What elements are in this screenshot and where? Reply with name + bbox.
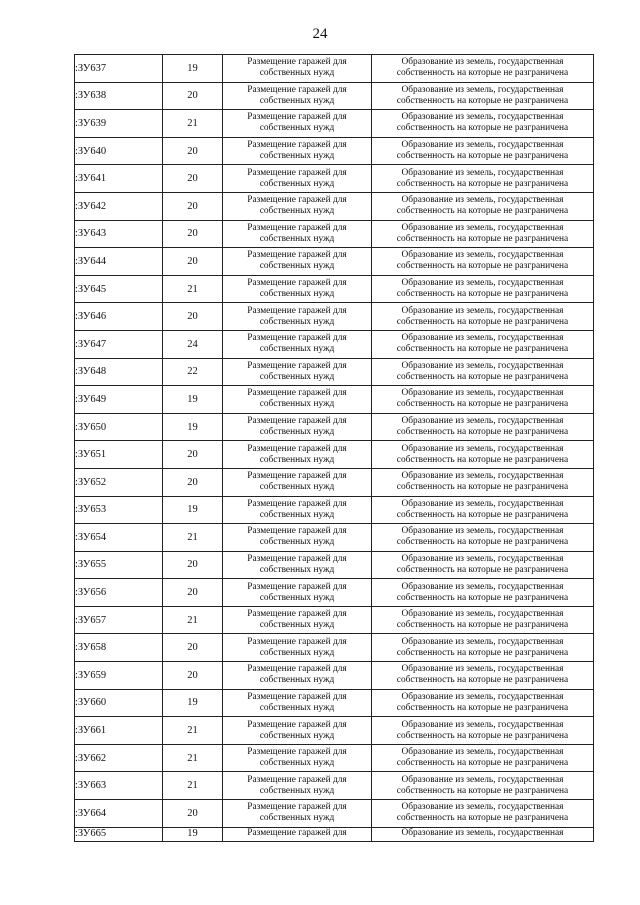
- cell-permitted-use: [223, 717, 372, 745]
- cell-plot-area: 19: [163, 413, 223, 441]
- cell-plot-id: :ЗУ661: [75, 717, 163, 745]
- formation-method-line-1: Образование из земель, государственная: [401, 333, 564, 344]
- cell-formation-method: [372, 413, 594, 441]
- cell-plot-area: 20: [163, 662, 223, 690]
- cell-permitted-use: [223, 413, 372, 441]
- cell-plot-id: :ЗУ659: [75, 662, 163, 690]
- formation-method-line-1: Образование из земель, государственная: [401, 719, 564, 730]
- cell-formation-method: [372, 330, 594, 358]
- formation-method-line-2: собственность на которые не разграничена: [396, 730, 569, 741]
- cell-permitted-use: [223, 524, 372, 552]
- cell-formation-method: [372, 800, 594, 828]
- permitted-use-line-2: собственных нужд: [259, 399, 335, 410]
- cell-plot-area: 20: [163, 441, 223, 469]
- formation-method-line-2: собственность на которые не разграничена: [396, 68, 569, 79]
- table-row: [75, 744, 594, 772]
- formation-method-line-2: собственность на которые не разграничена: [396, 399, 569, 410]
- cell-plot-id: :ЗУ638: [75, 82, 163, 110]
- page-number: 24: [312, 26, 328, 42]
- cell-plot-id: :ЗУ639: [75, 110, 163, 138]
- permitted-use-line-2: собственных нужд: [259, 509, 335, 520]
- formation-method-line-1: Образование из земель, государственная: [401, 140, 564, 151]
- permitted-use-line-2: собственных нужд: [259, 785, 335, 796]
- formation-method-line-1: Образование из земель, государственная: [401, 222, 564, 233]
- cell-plot-id: :ЗУ652: [75, 468, 163, 496]
- formation-method-line-2: собственность на которые не разграничена: [396, 344, 569, 355]
- formation-method-line-2: собственность на которые не разграничена: [396, 233, 569, 244]
- permitted-use-line-1: Размещение гаражей для: [247, 609, 347, 620]
- table-row: [75, 303, 594, 331]
- permitted-use-line-1: Размещение гаражей для: [247, 827, 347, 838]
- table-row: [75, 662, 594, 690]
- formation-method-line-1: Образование из земель, государственная: [401, 609, 564, 620]
- cell-formation-method: [372, 772, 594, 800]
- land-plots-table-body: [75, 55, 594, 842]
- cell-formation-method: [372, 248, 594, 276]
- cell-permitted-use: [223, 827, 372, 841]
- formation-method-line-1: Образование из земель, государственная: [401, 195, 564, 206]
- formation-method-line-1: Образование из земель, государственная: [401, 553, 564, 564]
- formation-method-line-2: собственность на которые не разграничена: [396, 289, 569, 300]
- cell-plot-id: :ЗУ654: [75, 524, 163, 552]
- cell-plot-area: 20: [163, 192, 223, 220]
- cell-permitted-use: [223, 606, 372, 634]
- cell-plot-id: :ЗУ660: [75, 689, 163, 717]
- formation-method-line-2: собственность на которые не разграничена: [396, 758, 569, 769]
- permitted-use-line-1: Размещение гаражей для: [247, 57, 347, 68]
- permitted-use-line-2: собственных нужд: [259, 813, 335, 824]
- cell-permitted-use: [223, 165, 372, 193]
- cell-plot-id: :ЗУ642: [75, 192, 163, 220]
- cell-plot-id: :ЗУ653: [75, 496, 163, 524]
- formation-method-line-1: Образование из земель, государственная: [401, 112, 564, 123]
- permitted-use-line-1: Размещение гаражей для: [247, 526, 347, 537]
- table-row: [75, 165, 594, 193]
- cell-plot-area: 21: [163, 110, 223, 138]
- cell-formation-method: [372, 468, 594, 496]
- cell-plot-id: :ЗУ663: [75, 772, 163, 800]
- cell-plot-area: 20: [163, 248, 223, 276]
- formation-method-line-2: собственность на которые не разграничена: [396, 592, 569, 603]
- land-plots-table: [74, 54, 594, 842]
- cell-formation-method: [372, 220, 594, 248]
- permitted-use-line-1: Размещение гаражей для: [247, 581, 347, 592]
- formation-method-line-2: собственность на которые не разграничена: [396, 454, 569, 465]
- formation-method-line-1: Образование из земель, государственная: [401, 471, 564, 482]
- cell-plot-id: :ЗУ648: [75, 358, 163, 386]
- cell-formation-method: [372, 744, 594, 772]
- formation-method-line-1: Образование из земель, государственная: [401, 250, 564, 261]
- formation-method-line-2: собственность на которые не разграничена: [396, 509, 569, 520]
- permitted-use-line-2: собственных нужд: [259, 564, 335, 575]
- formation-method-line-2: собственность на которые не разграничена: [396, 206, 569, 217]
- table-row: [75, 689, 594, 717]
- cell-plot-id: :ЗУ637: [75, 55, 163, 83]
- table-row: [75, 800, 594, 828]
- formation-method-line-2: собственность на которые не разграничена: [396, 647, 569, 658]
- table-row: [75, 192, 594, 220]
- cell-permitted-use: [223, 55, 372, 83]
- cell-permitted-use: [223, 82, 372, 110]
- permitted-use-line-2: собственных нужд: [259, 427, 335, 438]
- cell-plot-area: 20: [163, 551, 223, 579]
- cell-formation-method: [372, 579, 594, 607]
- formation-method-line-1: Образование из земель, государственная: [401, 305, 564, 316]
- cell-permitted-use: [223, 303, 372, 331]
- cell-plot-id: :ЗУ646: [75, 303, 163, 331]
- table-row: [75, 110, 594, 138]
- formation-method-line-2: собственность на которые не разграничена: [396, 564, 569, 575]
- permitted-use-line-1: Размещение гаражей для: [247, 250, 347, 261]
- permitted-use-line-1: Размещение гаражей для: [247, 333, 347, 344]
- formation-method-line-2: собственность на которые не разграничена: [396, 316, 569, 327]
- cell-plot-area: 20: [163, 579, 223, 607]
- permitted-use-line-2: собственных нужд: [259, 454, 335, 465]
- formation-method-line-1: Образование из земель, государственная: [401, 827, 564, 838]
- table-row: [75, 55, 594, 83]
- table-row: [75, 551, 594, 579]
- permitted-use-line-1: Размещение гаражей для: [247, 664, 347, 675]
- formation-method-line-1: Образование из земель, государственная: [401, 388, 564, 399]
- table-row: [75, 275, 594, 303]
- cell-permitted-use: [223, 800, 372, 828]
- permitted-use-line-1: Размещение гаражей для: [247, 636, 347, 647]
- cell-formation-method: [372, 689, 594, 717]
- permitted-use-line-2: собственных нужд: [259, 178, 335, 189]
- permitted-use-line-2: собственных нужд: [259, 95, 335, 106]
- permitted-use-line-2: собственных нужд: [259, 620, 335, 631]
- permitted-use-line-2: собственных нужд: [259, 702, 335, 713]
- table-row: [75, 634, 594, 662]
- table-row: [75, 772, 594, 800]
- permitted-use-line-1: Размещение гаражей для: [247, 84, 347, 95]
- formation-method-line-2: собственность на которые не разграничена: [396, 702, 569, 713]
- cell-plot-id: :ЗУ650: [75, 413, 163, 441]
- cell-permitted-use: [223, 358, 372, 386]
- formation-method-line-1: Образование из земель, государственная: [401, 774, 564, 785]
- cell-permitted-use: [223, 110, 372, 138]
- table-row: [75, 220, 594, 248]
- cell-permitted-use: [223, 744, 372, 772]
- permitted-use-line-2: собственных нужд: [259, 675, 335, 686]
- cell-plot-area: 19: [163, 689, 223, 717]
- cell-plot-area: 20: [163, 220, 223, 248]
- permitted-use-line-2: собственных нужд: [259, 482, 335, 493]
- cell-formation-method: [372, 303, 594, 331]
- cell-plot-area: 21: [163, 275, 223, 303]
- table-row: [75, 468, 594, 496]
- formation-method-line-1: Образование из земель, государственная: [401, 167, 564, 178]
- cell-plot-area: 19: [163, 827, 223, 841]
- cell-formation-method: [372, 358, 594, 386]
- permitted-use-line-2: собственных нужд: [259, 371, 335, 382]
- permitted-use-line-1: Размещение гаражей для: [247, 112, 347, 123]
- permitted-use-line-2: собственных нужд: [259, 206, 335, 217]
- table-row: [75, 248, 594, 276]
- cell-permitted-use: [223, 496, 372, 524]
- cell-plot-area: 22: [163, 358, 223, 386]
- formation-method-line-1: Образование из земель, государственная: [401, 802, 564, 813]
- cell-plot-area: 21: [163, 524, 223, 552]
- formation-method-line-2: собственность на которые не разграничена: [396, 95, 569, 106]
- formation-method-line-2: собственность на которые не разграничена: [396, 813, 569, 824]
- formation-method-line-1: Образование из земель, государственная: [401, 581, 564, 592]
- table-row: [75, 606, 594, 634]
- formation-method-line-1: Образование из земель, государственная: [401, 526, 564, 537]
- permitted-use-line-1: Размещение гаражей для: [247, 416, 347, 427]
- permitted-use-line-1: Размещение гаражей для: [247, 691, 347, 702]
- permitted-use-line-1: Размещение гаражей для: [247, 719, 347, 730]
- cell-formation-method: [372, 496, 594, 524]
- cell-formation-method: [372, 606, 594, 634]
- formation-method-line-2: собственность на которые не разграничена: [396, 620, 569, 631]
- permitted-use-line-1: Размещение гаражей для: [247, 195, 347, 206]
- permitted-use-line-2: собственных нужд: [259, 261, 335, 272]
- formation-method-line-1: Образование из земель, государственная: [401, 416, 564, 427]
- table-row: [75, 524, 594, 552]
- cell-plot-area: 21: [163, 744, 223, 772]
- table-row-last: [75, 827, 594, 841]
- cell-plot-area: 20: [163, 468, 223, 496]
- cell-formation-method: [372, 551, 594, 579]
- cell-plot-area: 19: [163, 55, 223, 83]
- permitted-use-line-1: Размещение гаражей для: [247, 774, 347, 785]
- cell-permitted-use: [223, 579, 372, 607]
- formation-method-line-1: Образование из земель, государственная: [401, 57, 564, 68]
- formation-method-line-1: Образование из земель, государственная: [401, 360, 564, 371]
- formation-method-line-2: собственность на которые не разграничена: [396, 675, 569, 686]
- formation-method-line-2: собственность на которые не разграничена: [396, 123, 569, 134]
- cell-permitted-use: [223, 689, 372, 717]
- formation-method-line-2: собственность на которые не разграничена: [396, 151, 569, 162]
- cell-permitted-use: [223, 386, 372, 414]
- permitted-use-line-2: собственных нужд: [259, 316, 335, 327]
- permitted-use-line-2: собственных нужд: [259, 68, 335, 79]
- cell-formation-method: [372, 275, 594, 303]
- cell-plot-id: :ЗУ649: [75, 386, 163, 414]
- permitted-use-line-2: собственных нужд: [259, 151, 335, 162]
- permitted-use-line-2: собственных нужд: [259, 344, 335, 355]
- permitted-use-line-2: собственных нужд: [259, 537, 335, 548]
- cell-plot-area: 19: [163, 496, 223, 524]
- cell-permitted-use: [223, 248, 372, 276]
- formation-method-line-1: Образование из земель, государственная: [401, 498, 564, 509]
- formation-method-line-1: Образование из земель, государственная: [401, 636, 564, 647]
- cell-formation-method: [372, 110, 594, 138]
- cell-permitted-use: [223, 468, 372, 496]
- cell-plot-area: 24: [163, 330, 223, 358]
- cell-formation-method: [372, 717, 594, 745]
- cell-plot-area: 20: [163, 137, 223, 165]
- table-row: [75, 441, 594, 469]
- formation-method-line-2: собственность на которые не разграничена: [396, 537, 569, 548]
- cell-plot-id: :ЗУ640: [75, 137, 163, 165]
- permitted-use-line-2: собственных нужд: [259, 123, 335, 134]
- cell-formation-method: [372, 827, 594, 841]
- permitted-use-line-2: собственных нужд: [259, 233, 335, 244]
- permitted-use-line-1: Размещение гаражей для: [247, 140, 347, 151]
- cell-plot-id: :ЗУ644: [75, 248, 163, 276]
- formation-method-line-1: Образование из земель, государственная: [401, 664, 564, 675]
- table-row: [75, 137, 594, 165]
- cell-plot-id: :ЗУ643: [75, 220, 163, 248]
- cell-formation-method: [372, 662, 594, 690]
- cell-plot-id: :ЗУ655: [75, 551, 163, 579]
- cell-permitted-use: [223, 441, 372, 469]
- cell-plot-area: 21: [163, 772, 223, 800]
- cell-permitted-use: [223, 137, 372, 165]
- cell-formation-method: [372, 137, 594, 165]
- cell-plot-id: :ЗУ647: [75, 330, 163, 358]
- cell-plot-id: :ЗУ641: [75, 165, 163, 193]
- permitted-use-line-2: собственных нужд: [259, 289, 335, 300]
- cell-permitted-use: [223, 275, 372, 303]
- formation-method-line-1: Образование из земель, государственная: [401, 747, 564, 758]
- table-row: [75, 496, 594, 524]
- cell-plot-area: 20: [163, 800, 223, 828]
- cell-plot-area: 20: [163, 82, 223, 110]
- permitted-use-line-2: собственных нужд: [259, 592, 335, 603]
- formation-method-line-1: Образование из земель, государственная: [401, 84, 564, 95]
- permitted-use-line-1: Размещение гаражей для: [247, 802, 347, 813]
- cell-formation-method: [372, 192, 594, 220]
- formation-method-line-1: Образование из земель, государственная: [401, 443, 564, 454]
- permitted-use-line-1: Размещение гаражей для: [247, 388, 347, 399]
- table-row: [75, 413, 594, 441]
- formation-method-line-2: собственность на которые не разграничена: [396, 427, 569, 438]
- permitted-use-line-1: Размещение гаражей для: [247, 360, 347, 371]
- permitted-use-line-2: собственных нужд: [259, 758, 335, 769]
- cell-plot-area: 20: [163, 634, 223, 662]
- cell-permitted-use: [223, 192, 372, 220]
- formation-method-line-2: собственность на которые не разграничена: [396, 178, 569, 189]
- permitted-use-line-1: Размещение гаражей для: [247, 471, 347, 482]
- cell-plot-id: :ЗУ645: [75, 275, 163, 303]
- cell-formation-method: [372, 55, 594, 83]
- cell-permitted-use: [223, 220, 372, 248]
- formation-method-line-1: Образование из земель, государственная: [401, 278, 564, 289]
- permitted-use-line-1: Размещение гаражей для: [247, 498, 347, 509]
- cell-plot-id: :ЗУ658: [75, 634, 163, 662]
- cell-plot-area: 20: [163, 303, 223, 331]
- cell-permitted-use: [223, 772, 372, 800]
- cell-formation-method: [372, 82, 594, 110]
- permitted-use-line-1: Размещение гаражей для: [247, 443, 347, 454]
- cell-plot-id: :ЗУ657: [75, 606, 163, 634]
- cell-plot-area: 21: [163, 606, 223, 634]
- permitted-use-line-1: Размещение гаражей для: [247, 305, 347, 316]
- table-row: [75, 82, 594, 110]
- cell-plot-area: 19: [163, 386, 223, 414]
- table-row: [75, 386, 594, 414]
- formation-method-line-2: собственность на которые не разграничена: [396, 371, 569, 382]
- cell-plot-id: :ЗУ656: [75, 579, 163, 607]
- cell-plot-id: :ЗУ651: [75, 441, 163, 469]
- cell-formation-method: [372, 165, 594, 193]
- formation-method-line-2: собственность на которые не разграничена: [396, 482, 569, 493]
- formation-method-line-2: собственность на которые не разграничена: [396, 261, 569, 272]
- permitted-use-line-1: Размещение гаражей для: [247, 278, 347, 289]
- table-row: [75, 579, 594, 607]
- cell-plot-area: 20: [163, 165, 223, 193]
- formation-method-line-2: собственность на которые не разграничена: [396, 785, 569, 796]
- cell-formation-method: [372, 524, 594, 552]
- cell-formation-method: [372, 441, 594, 469]
- cell-permitted-use: [223, 634, 372, 662]
- cell-formation-method: [372, 386, 594, 414]
- table-row: [75, 358, 594, 386]
- permitted-use-line-1: Размещение гаражей для: [247, 222, 347, 233]
- cell-permitted-use: [223, 330, 372, 358]
- permitted-use-line-1: Размещение гаражей для: [247, 747, 347, 758]
- formation-method-line-1: Образование из земель, государственная: [401, 691, 564, 702]
- table-row: [75, 330, 594, 358]
- cell-plot-id: :ЗУ664: [75, 800, 163, 828]
- permitted-use-line-1: Размещение гаражей для: [247, 553, 347, 564]
- table-row: [75, 717, 594, 745]
- permitted-use-line-2: собственных нужд: [259, 730, 335, 741]
- cell-plot-area: 21: [163, 717, 223, 745]
- cell-permitted-use: [223, 662, 372, 690]
- cell-plot-id: :ЗУ665: [75, 827, 163, 841]
- permitted-use-line-2: собственных нужд: [259, 647, 335, 658]
- cell-permitted-use: [223, 551, 372, 579]
- cell-formation-method: [372, 634, 594, 662]
- cell-plot-id: :ЗУ662: [75, 744, 163, 772]
- permitted-use-line-1: Размещение гаражей для: [247, 167, 347, 178]
